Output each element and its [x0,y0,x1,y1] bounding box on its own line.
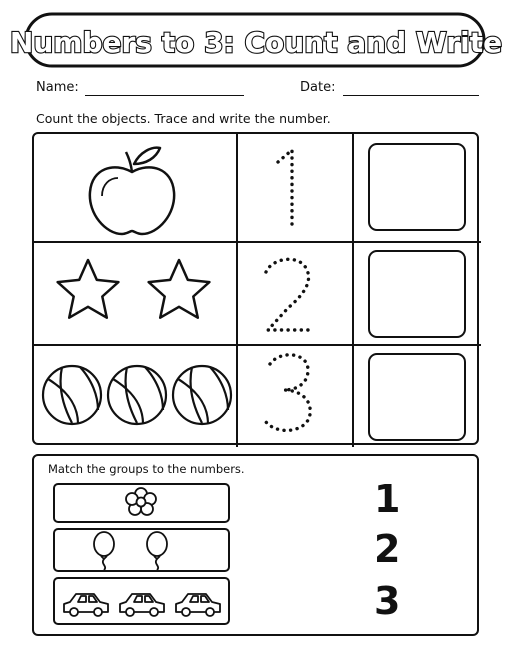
instructions-text: Count the objects. Trace and write the number. [36,111,331,126]
write-box-1[interactable] [369,144,465,230]
star-icon [149,260,210,318]
beach-ball-icon [173,366,231,424]
write-box-3[interactable] [369,354,465,440]
match-number-2[interactable]: 2 [374,527,401,571]
date-field[interactable] [343,95,479,96]
match-instructions: Match the groups to the numbers. [48,462,245,476]
match-number-3[interactable]: 3 [374,579,401,623]
date-label: Date: [300,80,336,95]
match-number-1[interactable]: 1 [374,477,401,521]
count-trace-grid [32,132,479,445]
trace-digit-1[interactable] [278,150,292,226]
match-section [32,454,479,636]
apple-icon [90,148,174,234]
match-group-balloons[interactable] [54,529,229,571]
name-field[interactable] [85,95,244,96]
beach-ball-icon [43,366,101,424]
beach-ball-icon [108,366,166,424]
worksheet-title-banner [0,8,512,70]
name-label: Name: [36,80,79,95]
trace-digit-3[interactable] [266,355,310,431]
write-box-2[interactable] [369,251,465,337]
star-icon [58,260,119,318]
worksheet-title: Numbers to 3: Count and Write [9,26,503,59]
trace-digit-2[interactable] [266,259,309,330]
